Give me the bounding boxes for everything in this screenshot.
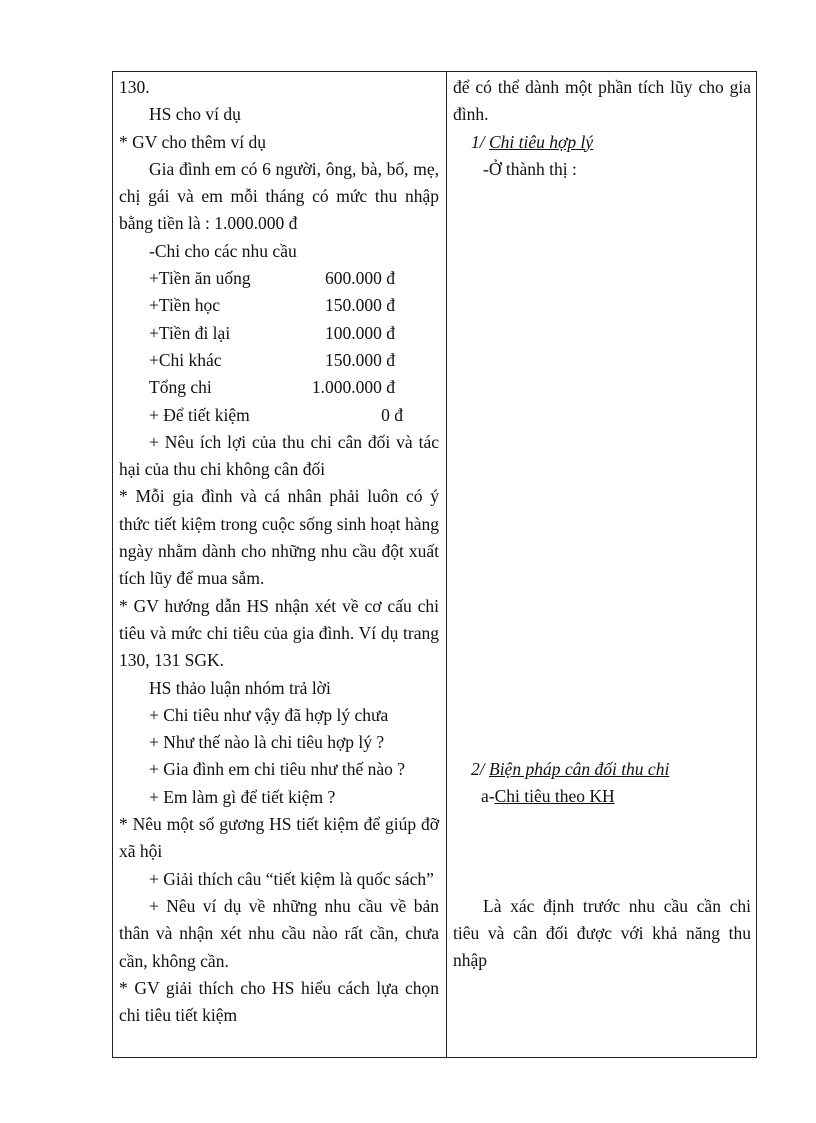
expense-amount: 150.000 đ <box>325 349 395 370</box>
expense-amount: 600.000 đ <box>325 268 395 289</box>
explain-paragraph: + Giải thích câu “tiết kiệm là quốc sách” <box>149 868 434 889</box>
needs-paragraph: + Nêu ví dụ về những nhu cầu về bản thân và nhận xét nhu cầu nào rất cần, chưa cần, không cần. <box>119 895 439 971</box>
expense-label: +Tiền ăn uống <box>149 268 251 289</box>
examples-paragraph: * Nêu một số gương HS tiết kiệm để giúp đỡ xã hội <box>119 814 439 862</box>
expense-label: + Để tiết kiệm <box>149 404 250 425</box>
section-1-heading <box>453 129 751 156</box>
subsection-a-title: Chi tiêu theo KH <box>494 786 615 807</box>
expense-row <box>119 292 439 319</box>
page-ref: 130. <box>119 77 150 97</box>
section-2-number: 2/ <box>471 759 489 780</box>
expense-amount: 0 đ <box>381 404 403 425</box>
question-item: + Em làm gì để tiết kiệm ? <box>149 786 336 807</box>
urban-line: -Ở thành thị : <box>483 158 577 179</box>
section-1-number: 1/ <box>471 131 489 152</box>
lesson-table <box>112 71 757 1058</box>
expense-total-row <box>119 374 439 401</box>
question-item: + Gia đình em chi tiêu như thế nào ? <box>149 759 406 780</box>
section-2-heading <box>453 756 751 783</box>
benefit-paragraph: + Nêu ích lợi của thu chi cân đối và tác hại của thu chi không cân đối <box>119 431 439 480</box>
saving-paragraph: * Mỗi gia đình và cá nhân phải luôn có ý thức tiết kiệm trong cuộc sống sinh hoạt hàng ngày nhằm dành cho những nhu cầu đột xuất tích lũy để mua sắm. <box>119 486 439 589</box>
question-item: + Chi tiêu như vậy đã hợp lý chưa <box>149 704 389 725</box>
expense-amount: 150.000 đ <box>325 295 395 316</box>
column-divider <box>446 72 447 1057</box>
expense-row <box>119 320 439 347</box>
section-1-title: Chi tiêu hợp lý <box>489 131 594 152</box>
blank-space <box>453 811 751 893</box>
teacher-example: * GV cho thêm ví dụ <box>119 131 266 152</box>
expense-amount: 100.000 đ <box>325 322 395 343</box>
expense-label: +Tiền học <box>149 295 220 316</box>
section-2-title: Biện pháp cân đối thu chi <box>489 759 670 780</box>
guide-paragraph: * GV hướng dẫn HS nhận xét về cơ cấu chi tiêu và mức chi tiêu của gia đình. Ví dụ trang 130, 131 SGK. <box>119 595 439 671</box>
subsection-a-heading <box>453 783 751 810</box>
right-column <box>453 74 751 975</box>
expense-label: Tổng chi <box>149 377 212 398</box>
needs-heading: -Chi cho các nhu cầu <box>149 240 297 261</box>
teacher-paragraph: * GV giải thích cho HS hiểu cách lựa chọn chi tiêu tiết kiệm <box>119 977 439 1026</box>
blank-space <box>453 183 751 756</box>
student-example: HS cho ví dụ <box>149 104 241 125</box>
expense-saving-row <box>119 402 439 429</box>
intro-paragraph: để có thể dành một phần tích lũy cho gia đình. <box>453 77 751 125</box>
expense-amount: 1.000.000 đ <box>311 377 395 398</box>
expense-label: +Tiền đi lại <box>149 322 231 343</box>
expense-row <box>119 347 439 374</box>
subsection-a-prefix: a- <box>481 786 495 807</box>
left-column <box>119 74 439 1029</box>
expense-label: +Chi khác <box>149 349 222 370</box>
expense-row <box>119 265 439 292</box>
family-example-paragraph: Gia đình em có 6 người, ông, bà, bố, mẹ, chị gái và em mỗi tháng có mức thu nhập bằng tiền là : 1.000.000 đ <box>119 158 439 234</box>
discussion-line: HS thảo luận nhóm trả lời <box>149 677 331 698</box>
question-item: + Như thế nào là chi tiêu hợp lý ? <box>149 732 385 753</box>
definition-paragraph: Là xác định trước nhu cầu cần chi tiêu và cân đối được với khả năng thu nhập <box>453 895 751 971</box>
